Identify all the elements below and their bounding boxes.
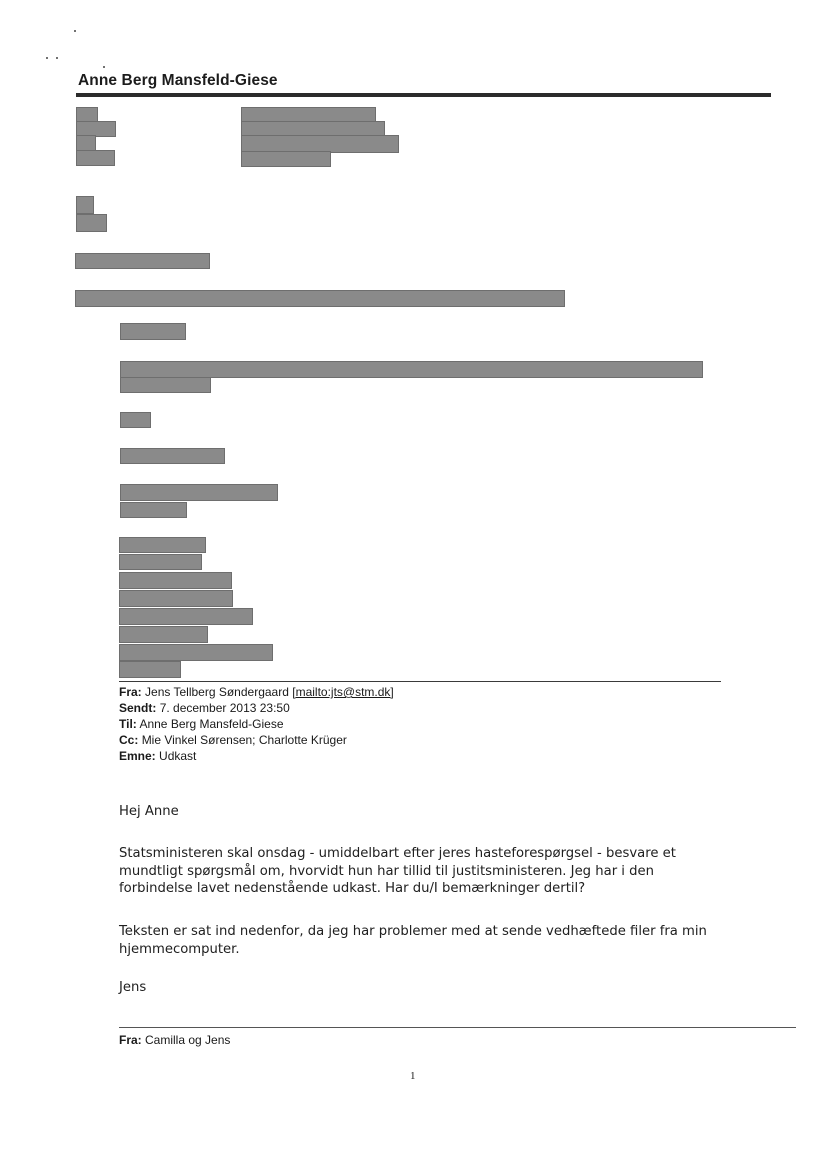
heading-rule bbox=[76, 93, 771, 97]
redaction-block bbox=[119, 572, 232, 589]
email-separator-rule bbox=[119, 681, 721, 682]
subject-value: Udkast bbox=[159, 749, 197, 763]
page-number: 1 bbox=[410, 1070, 416, 1082]
scan-speck bbox=[46, 57, 48, 59]
redaction-block bbox=[119, 661, 181, 678]
forwarded-from-value: Camilla og Jens bbox=[145, 1033, 231, 1047]
redaction-block bbox=[119, 537, 206, 553]
cc-line bbox=[119, 732, 394, 748]
redaction-block bbox=[119, 644, 273, 661]
redaction-block bbox=[120, 412, 151, 428]
sent-label: Sendt: bbox=[119, 701, 157, 715]
scan-speck bbox=[56, 57, 58, 59]
to-line bbox=[119, 716, 394, 732]
scan-speck bbox=[74, 30, 76, 32]
signature: Jens bbox=[119, 980, 147, 995]
redaction-block bbox=[75, 253, 210, 269]
from-name: Jens Tellberg Søndergaard bbox=[145, 685, 289, 699]
redaction-block bbox=[119, 626, 208, 643]
greeting: Hej Anne bbox=[119, 804, 179, 819]
cc-value: Mie Vinkel Sørensen; Charlotte Krüger bbox=[141, 733, 347, 747]
redaction-block bbox=[120, 484, 278, 501]
body-paragraph-1: Statsministeren skal onsdag - umiddelbart efter jeres hasteforespørgsel - besvare et mundtligt spørgsmål om, hvorvidt hun har tillid til justitsministeren. Jeg har i den forbindelse lavet nedenstående udkast. Har du/I bemærkninger dertil? bbox=[119, 846, 676, 896]
cc-label: Cc: bbox=[119, 733, 139, 747]
scan-speck bbox=[103, 66, 105, 68]
redaction-block bbox=[76, 150, 115, 166]
redaction-block bbox=[120, 448, 225, 464]
redaction-block bbox=[241, 151, 331, 167]
forwarded-from-line bbox=[119, 1032, 230, 1048]
from-label: Fra: bbox=[119, 685, 142, 699]
redaction-block bbox=[120, 361, 703, 378]
sent-line bbox=[119, 700, 394, 716]
redaction-block bbox=[119, 590, 233, 607]
to-label: Til: bbox=[119, 717, 137, 731]
sent-value: 7. december 2013 23:50 bbox=[159, 701, 290, 715]
subject-label: Emne: bbox=[119, 749, 156, 763]
redaction-block bbox=[76, 196, 94, 214]
redaction-block bbox=[76, 214, 107, 232]
redaction-block bbox=[76, 135, 96, 151]
subject-line bbox=[119, 748, 394, 764]
redaction-block bbox=[75, 290, 565, 307]
redaction-block bbox=[120, 323, 186, 340]
redaction-block bbox=[119, 608, 253, 625]
document-heading: Anne Berg Mansfeld-Giese bbox=[78, 72, 278, 89]
to-value: Anne Berg Mansfeld-Giese bbox=[139, 717, 284, 731]
forward-separator-rule bbox=[119, 1027, 796, 1028]
from-line bbox=[119, 684, 394, 700]
redaction-block bbox=[120, 377, 211, 393]
redaction-block bbox=[120, 502, 187, 518]
from-mailto-link[interactable]: [mailto:jts@stm.dk] bbox=[292, 685, 394, 699]
forwarded-from-label: Fra: bbox=[119, 1033, 142, 1047]
body-paragraph-2: Teksten er sat ind nedenfor, da jeg har problemer med at sende vedhæftede filer fra min hjemmecomputer. bbox=[119, 924, 707, 957]
redaction-block bbox=[119, 554, 202, 570]
email-header bbox=[119, 684, 394, 764]
